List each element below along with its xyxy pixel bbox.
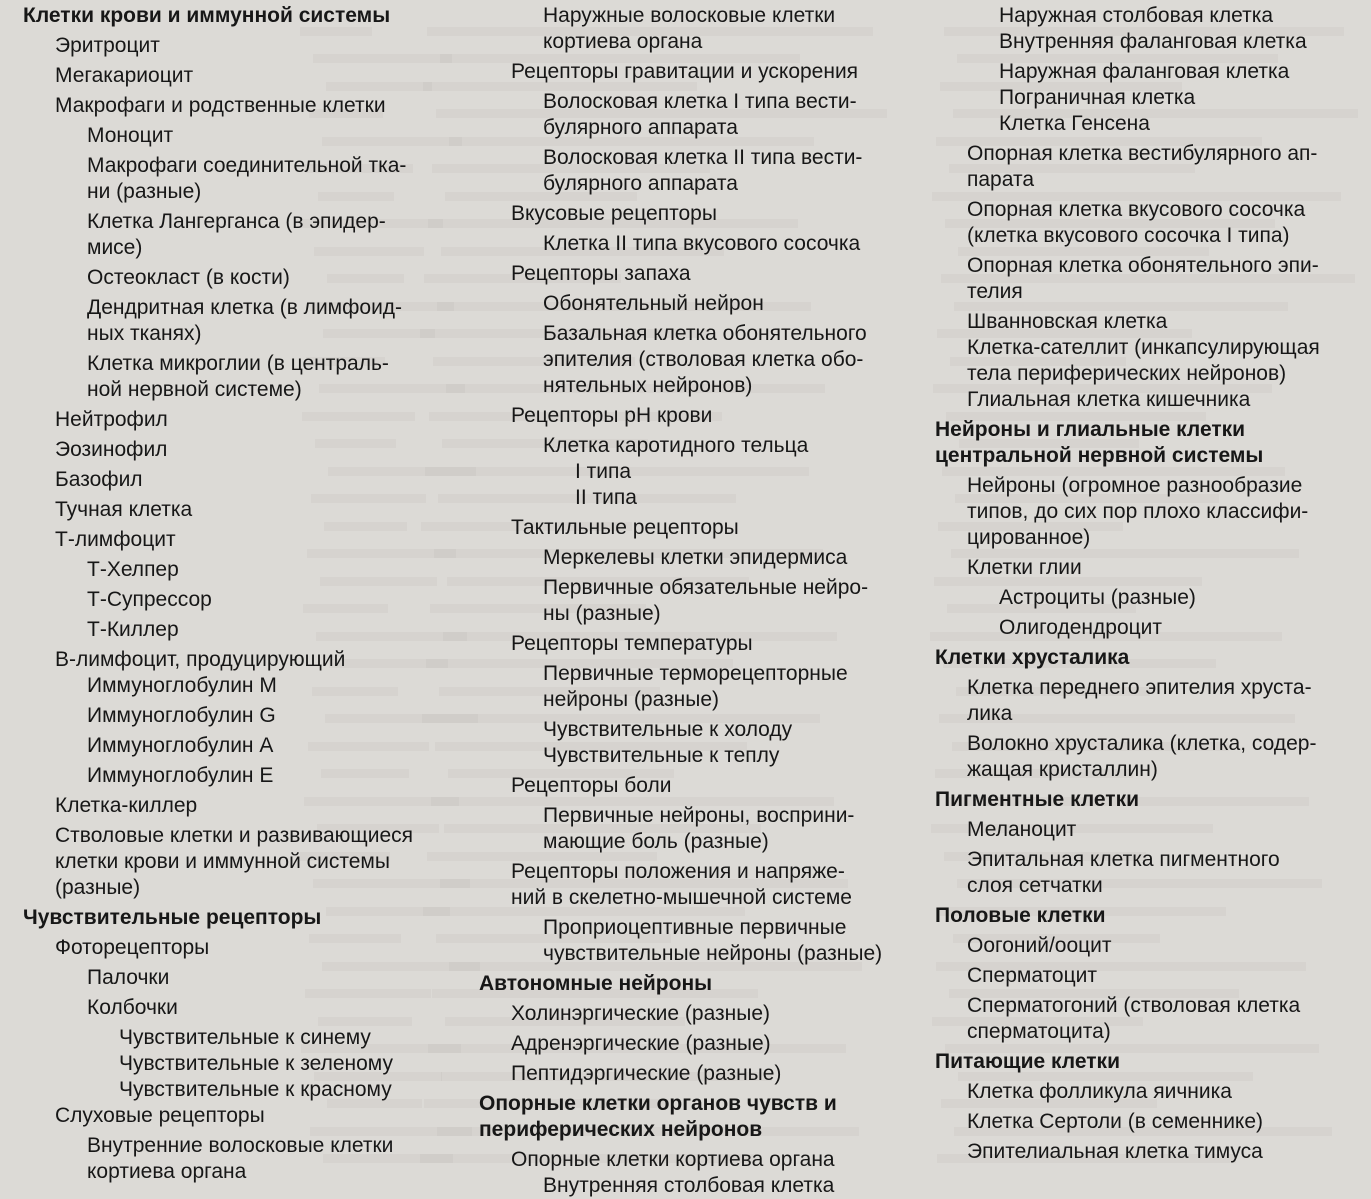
item-text: Обонятельный нейрон (543, 292, 764, 315)
item-text: Холинэргические (разные) (511, 1002, 771, 1025)
item-text: эпителия (стволовая клетка обо- (543, 348, 864, 371)
item-text: булярного аппарата (543, 172, 738, 195)
item-text: парата (967, 168, 1035, 191)
heading-text: периферических нейронов (479, 1118, 763, 1141)
item-text: мисе) (87, 236, 143, 259)
list-item (23, 673, 473, 699)
list-item (479, 717, 929, 743)
item-text: кортиева органа (87, 1160, 247, 1183)
column-2 (479, 3, 929, 1199)
list-item (23, 1051, 473, 1077)
item-text: Наружная столбовая клетка (999, 4, 1274, 27)
item-text: Клетки глии (967, 556, 1082, 579)
list-item (935, 335, 1369, 361)
item-text: Рецепторы гравитации и ускорения (511, 60, 859, 83)
list-item (23, 995, 473, 1021)
list-item (23, 407, 473, 433)
list-item (935, 963, 1369, 989)
list-item (23, 321, 473, 347)
item-text: Палочки (87, 966, 170, 989)
list-item (935, 585, 1369, 611)
section-heading (935, 645, 1369, 671)
item-text: Иммуноглобулин G (87, 704, 276, 727)
item-text: Внутренняя фаланговая клетка (999, 30, 1307, 53)
item-text: (клетка вкусового сосочка I типа) (967, 224, 1290, 247)
heading-text: Автономные нейроны (479, 972, 713, 995)
item-text: Внутренние волосковые клетки (87, 1134, 394, 1157)
list-item (23, 351, 473, 377)
list-item (479, 859, 929, 885)
item-text: Олигодендроцит (999, 616, 1163, 639)
item-text: Клетка-сателлит (инкапсулирующая (967, 336, 1320, 359)
list-item (935, 525, 1369, 551)
list-item (23, 497, 473, 523)
list-item (479, 321, 929, 347)
item-text: Эозинофил (55, 438, 168, 461)
list-item (479, 743, 929, 769)
list-item (479, 115, 929, 141)
item-text: Иммуноглобулин А (87, 734, 274, 757)
item-text: Астроциты (разные) (999, 586, 1196, 609)
list-item (23, 587, 473, 613)
list-item (479, 231, 929, 257)
section-heading (23, 905, 473, 931)
item-text: Оогоний/ооцит (967, 934, 1112, 957)
item-text: кортиева органа (543, 30, 703, 53)
item-text: булярного аппарата (543, 116, 738, 139)
list-item (23, 1133, 473, 1159)
item-text: ны (разные) (543, 602, 661, 625)
item-text: Иммуноглобулин Е (87, 764, 274, 787)
list-item (479, 661, 929, 687)
list-item (935, 1109, 1369, 1135)
section-heading (23, 3, 473, 29)
list-item (479, 545, 929, 571)
list-item (23, 617, 473, 643)
heading-text: Чувствительные рецепторы (23, 906, 322, 929)
list-item (935, 615, 1369, 641)
item-text: Базальная клетка обонятельного (543, 322, 867, 345)
item-text: Т-Хелпер (87, 558, 179, 581)
item-text: В-лимфоцит, продуцирующий (55, 648, 346, 671)
list-item (479, 485, 929, 511)
item-text: Дендритная клетка (в лимфоид- (87, 296, 403, 319)
list-item (935, 111, 1369, 137)
item-text: жащая кристаллин) (967, 758, 1158, 781)
item-text: Клетка Сертоли (в семеннике) (967, 1110, 1264, 1133)
heading-text: центральной нервной системы (935, 444, 1264, 467)
section-heading (479, 971, 929, 997)
list-item (479, 171, 929, 197)
list-item (23, 1025, 473, 1051)
list-item (479, 1031, 929, 1057)
list-item (479, 687, 929, 713)
item-text: нейроны (разные) (543, 688, 719, 711)
list-item (935, 1079, 1369, 1105)
item-text: нятельных нейронов) (543, 374, 753, 397)
item-text: слоя сетчатки (967, 874, 1103, 897)
list-item (935, 993, 1369, 1019)
item-text: типов, до сих пор плохо классифи- (967, 500, 1309, 523)
list-item (935, 85, 1369, 111)
heading-text: Пигментные клетки (935, 788, 1140, 811)
item-text: Рецепторы положения и напряже- (511, 860, 845, 883)
list-item (23, 209, 473, 235)
list-item (23, 1159, 473, 1185)
list-item (479, 291, 929, 317)
item-text: Опорная клетка обонятельного эпи- (967, 254, 1319, 277)
list-item (935, 933, 1369, 959)
section-heading (935, 787, 1369, 813)
list-item (935, 253, 1369, 279)
item-text: Вкусовые рецепторы (511, 202, 717, 225)
item-text: Внутренняя столбовая клетка (543, 1174, 835, 1197)
list-item (23, 763, 473, 789)
item-text: Опорная клетка вестибулярного ап- (967, 142, 1318, 165)
list-item (935, 817, 1369, 843)
list-item (479, 347, 929, 373)
column-1 (23, 3, 473, 1185)
column-3 (935, 3, 1369, 1165)
item-text: Первичные терморецепторные (543, 662, 848, 685)
item-text: Рецепторы боли (511, 774, 672, 797)
list-item (23, 235, 473, 261)
list-item (935, 675, 1369, 701)
list-item (479, 89, 929, 115)
list-item (479, 915, 929, 941)
item-text: ний в скелетно-мышечной системе (511, 886, 852, 909)
list-item (935, 361, 1369, 387)
list-item (479, 941, 929, 967)
item-text: мающие боль (разные) (543, 830, 769, 853)
list-item (935, 1019, 1369, 1045)
list-item (23, 93, 473, 119)
item-text: (разные) (55, 876, 141, 899)
item-text: Адренэргические (разные) (511, 1032, 771, 1055)
item-text: телия (967, 280, 1023, 303)
item-text: Тактильные рецепторы (511, 516, 739, 539)
list-item (23, 467, 473, 493)
item-text: Клетка каротидного тельца (543, 434, 809, 457)
list-item (23, 1103, 473, 1129)
item-text: Тучная клетка (55, 498, 193, 521)
list-item (23, 935, 473, 961)
item-text: Иммуноглобулин М (87, 674, 277, 697)
item-text: Эритроцит (55, 34, 160, 57)
item-text: Т-Супрессор (87, 588, 212, 611)
list-item (23, 875, 473, 901)
list-item (935, 59, 1369, 85)
item-text: Слуховые рецепторы (55, 1104, 265, 1127)
item-text: Сперматоцит (967, 964, 1097, 987)
list-item (23, 377, 473, 403)
heading-text: Питающие клетки (935, 1050, 1120, 1073)
heading-text: Опорные клетки органов чувств и (479, 1092, 837, 1115)
item-text: Сперматогоний (стволовая клетка (967, 994, 1301, 1017)
item-text: Т-лимфоцит (55, 528, 176, 551)
item-text: цированное) (967, 526, 1091, 549)
section-heading (935, 417, 1369, 443)
list-item (479, 515, 929, 541)
list-item (935, 701, 1369, 727)
list-item (935, 279, 1369, 305)
list-item (935, 29, 1369, 55)
item-text: Первичные обязательные нейро- (543, 576, 869, 599)
section-heading (479, 1117, 929, 1143)
list-item (479, 433, 929, 459)
list-item (479, 403, 929, 429)
item-text: Рецепторы pH крови (511, 404, 713, 427)
item-text: Пограничная клетка (999, 86, 1196, 109)
item-text: ни (разные) (87, 180, 202, 203)
item-text: Чувствительные к теплу (543, 744, 780, 767)
list-item (935, 3, 1369, 29)
item-text: сперматоцита) (967, 1020, 1111, 1043)
list-item (479, 803, 929, 829)
list-item (479, 201, 929, 227)
section-heading (935, 1049, 1369, 1075)
item-text: лика (967, 702, 1013, 725)
list-item (935, 873, 1369, 899)
list-item (479, 3, 929, 29)
list-item (23, 265, 473, 291)
item-text: Чувствительные к холоду (543, 718, 793, 741)
item-text: Проприоцептивные первичные (543, 916, 847, 939)
list-item (935, 167, 1369, 193)
item-text: Остеокласт (в кости) (87, 266, 290, 289)
list-item (935, 141, 1369, 167)
item-text: чувствительные нейроны (разные) (543, 942, 883, 965)
item-text: ной нервной системе) (87, 378, 302, 401)
list-item (23, 33, 473, 59)
list-item (23, 179, 473, 205)
item-text: Меркелевы клетки эпидермиса (543, 546, 848, 569)
item-text: Чувствительные к зеленому (119, 1052, 393, 1075)
heading-text: Клетки хрусталика (935, 646, 1130, 669)
item-text: клетки крови и иммунной системы (55, 850, 390, 873)
list-item (479, 29, 929, 55)
item-text: Фоторецепторы (55, 936, 210, 959)
list-item (935, 309, 1369, 335)
list-item (935, 197, 1369, 223)
list-item (479, 459, 929, 485)
list-item (935, 387, 1369, 413)
heading-text: Клетки крови и иммунной системы (23, 4, 391, 27)
item-text: Волосковая клетка II типа вести- (543, 146, 863, 169)
item-text: Клетка-киллер (55, 794, 198, 817)
list-item (935, 731, 1369, 757)
list-item (479, 829, 929, 855)
list-item (479, 631, 929, 657)
item-text: ных тканях) (87, 322, 202, 345)
list-item (23, 295, 473, 321)
heading-text: Нейроны и глиальные клетки (935, 418, 1246, 441)
item-text: Глиальная клетка кишечника (967, 388, 1251, 411)
list-item (479, 373, 929, 399)
list-item (479, 1147, 929, 1173)
item-text: Волосковая клетка I типа вести- (543, 90, 857, 113)
item-text: Эпитальная клетка пигментного (967, 848, 1280, 871)
item-text: Эпителиальная клетка тимуса (967, 1140, 1263, 1163)
list-item (479, 885, 929, 911)
list-item (23, 527, 473, 553)
list-item (23, 1077, 473, 1103)
list-item (935, 555, 1369, 581)
item-text: Рецепторы температуры (511, 632, 753, 655)
item-text: Базофил (55, 468, 143, 491)
item-text: Шванновская клетка (967, 310, 1168, 333)
list-item (23, 437, 473, 463)
item-text: Нейтрофил (55, 408, 168, 431)
item-text: тела периферических нейронов) (967, 362, 1287, 385)
list-item (935, 1139, 1369, 1165)
list-item (479, 145, 929, 171)
item-text: Мегакариоцит (55, 64, 194, 87)
item-text: Нейроны (огромное разнообразие (967, 474, 1303, 497)
item-text: Первичные нейроны, восприни- (543, 804, 855, 827)
list-item (23, 849, 473, 875)
list-item (23, 153, 473, 179)
list-item (479, 1061, 929, 1087)
list-item (479, 1173, 929, 1199)
item-text: Клетка II типа вкусового сосочка (543, 232, 861, 255)
item-text: Чувствительные к красному (119, 1078, 392, 1101)
list-item (935, 847, 1369, 873)
list-item (479, 261, 929, 287)
list-item (479, 773, 929, 799)
list-item (23, 647, 473, 673)
list-item (23, 703, 473, 729)
list-item (935, 473, 1369, 499)
list-item (23, 123, 473, 149)
list-item (23, 793, 473, 819)
item-text: Опорные клетки кортиева органа (511, 1148, 835, 1171)
item-text: Макрофаги и родственные клетки (55, 94, 386, 117)
list-item (935, 499, 1369, 525)
item-text: Опорная клетка вкусового сосочка (967, 198, 1306, 221)
list-item (479, 601, 929, 627)
item-text: Наружные волосковые клетки (543, 4, 836, 27)
item-text: Клетка микроглии (в централь- (87, 352, 389, 375)
list-item (23, 823, 473, 849)
item-text: Наружная фаланговая клетка (999, 60, 1290, 83)
item-text: Клетка фолликула яичника (967, 1080, 1232, 1103)
list-item (479, 59, 929, 85)
item-text: Меланоцит (967, 818, 1077, 841)
list-item (935, 757, 1369, 783)
item-text: I типа (575, 460, 632, 483)
heading-text: Половые клетки (935, 904, 1106, 927)
section-heading (935, 903, 1369, 929)
item-text: Колбочки (87, 996, 178, 1019)
section-heading (479, 1091, 929, 1117)
item-text: Моноцит (87, 124, 174, 147)
list-item (23, 63, 473, 89)
item-text: Чувствительные к синему (119, 1026, 371, 1049)
item-text: Клетка переднего эпителия хруста- (967, 676, 1312, 699)
item-text: Рецепторы запаха (511, 262, 691, 285)
item-text: Волокно хрусталика (клетка, содер- (967, 732, 1317, 755)
item-text: Стволовые клетки и развивающиеся (55, 824, 413, 847)
list-item (479, 575, 929, 601)
item-text: Т-Киллер (87, 618, 179, 641)
item-text: II типа (575, 486, 637, 509)
item-text: Пептидэргические (разные) (511, 1062, 782, 1085)
list-item (479, 1001, 929, 1027)
list-item (23, 733, 473, 759)
list-item (23, 965, 473, 991)
item-text: Макрофаги соединительной тка- (87, 154, 407, 177)
item-text: Клетка Генсена (999, 112, 1150, 135)
item-text: Клетка Лангерганса (в эпидер- (87, 210, 386, 233)
list-item (23, 557, 473, 583)
list-item (935, 223, 1369, 249)
section-heading (935, 443, 1369, 469)
